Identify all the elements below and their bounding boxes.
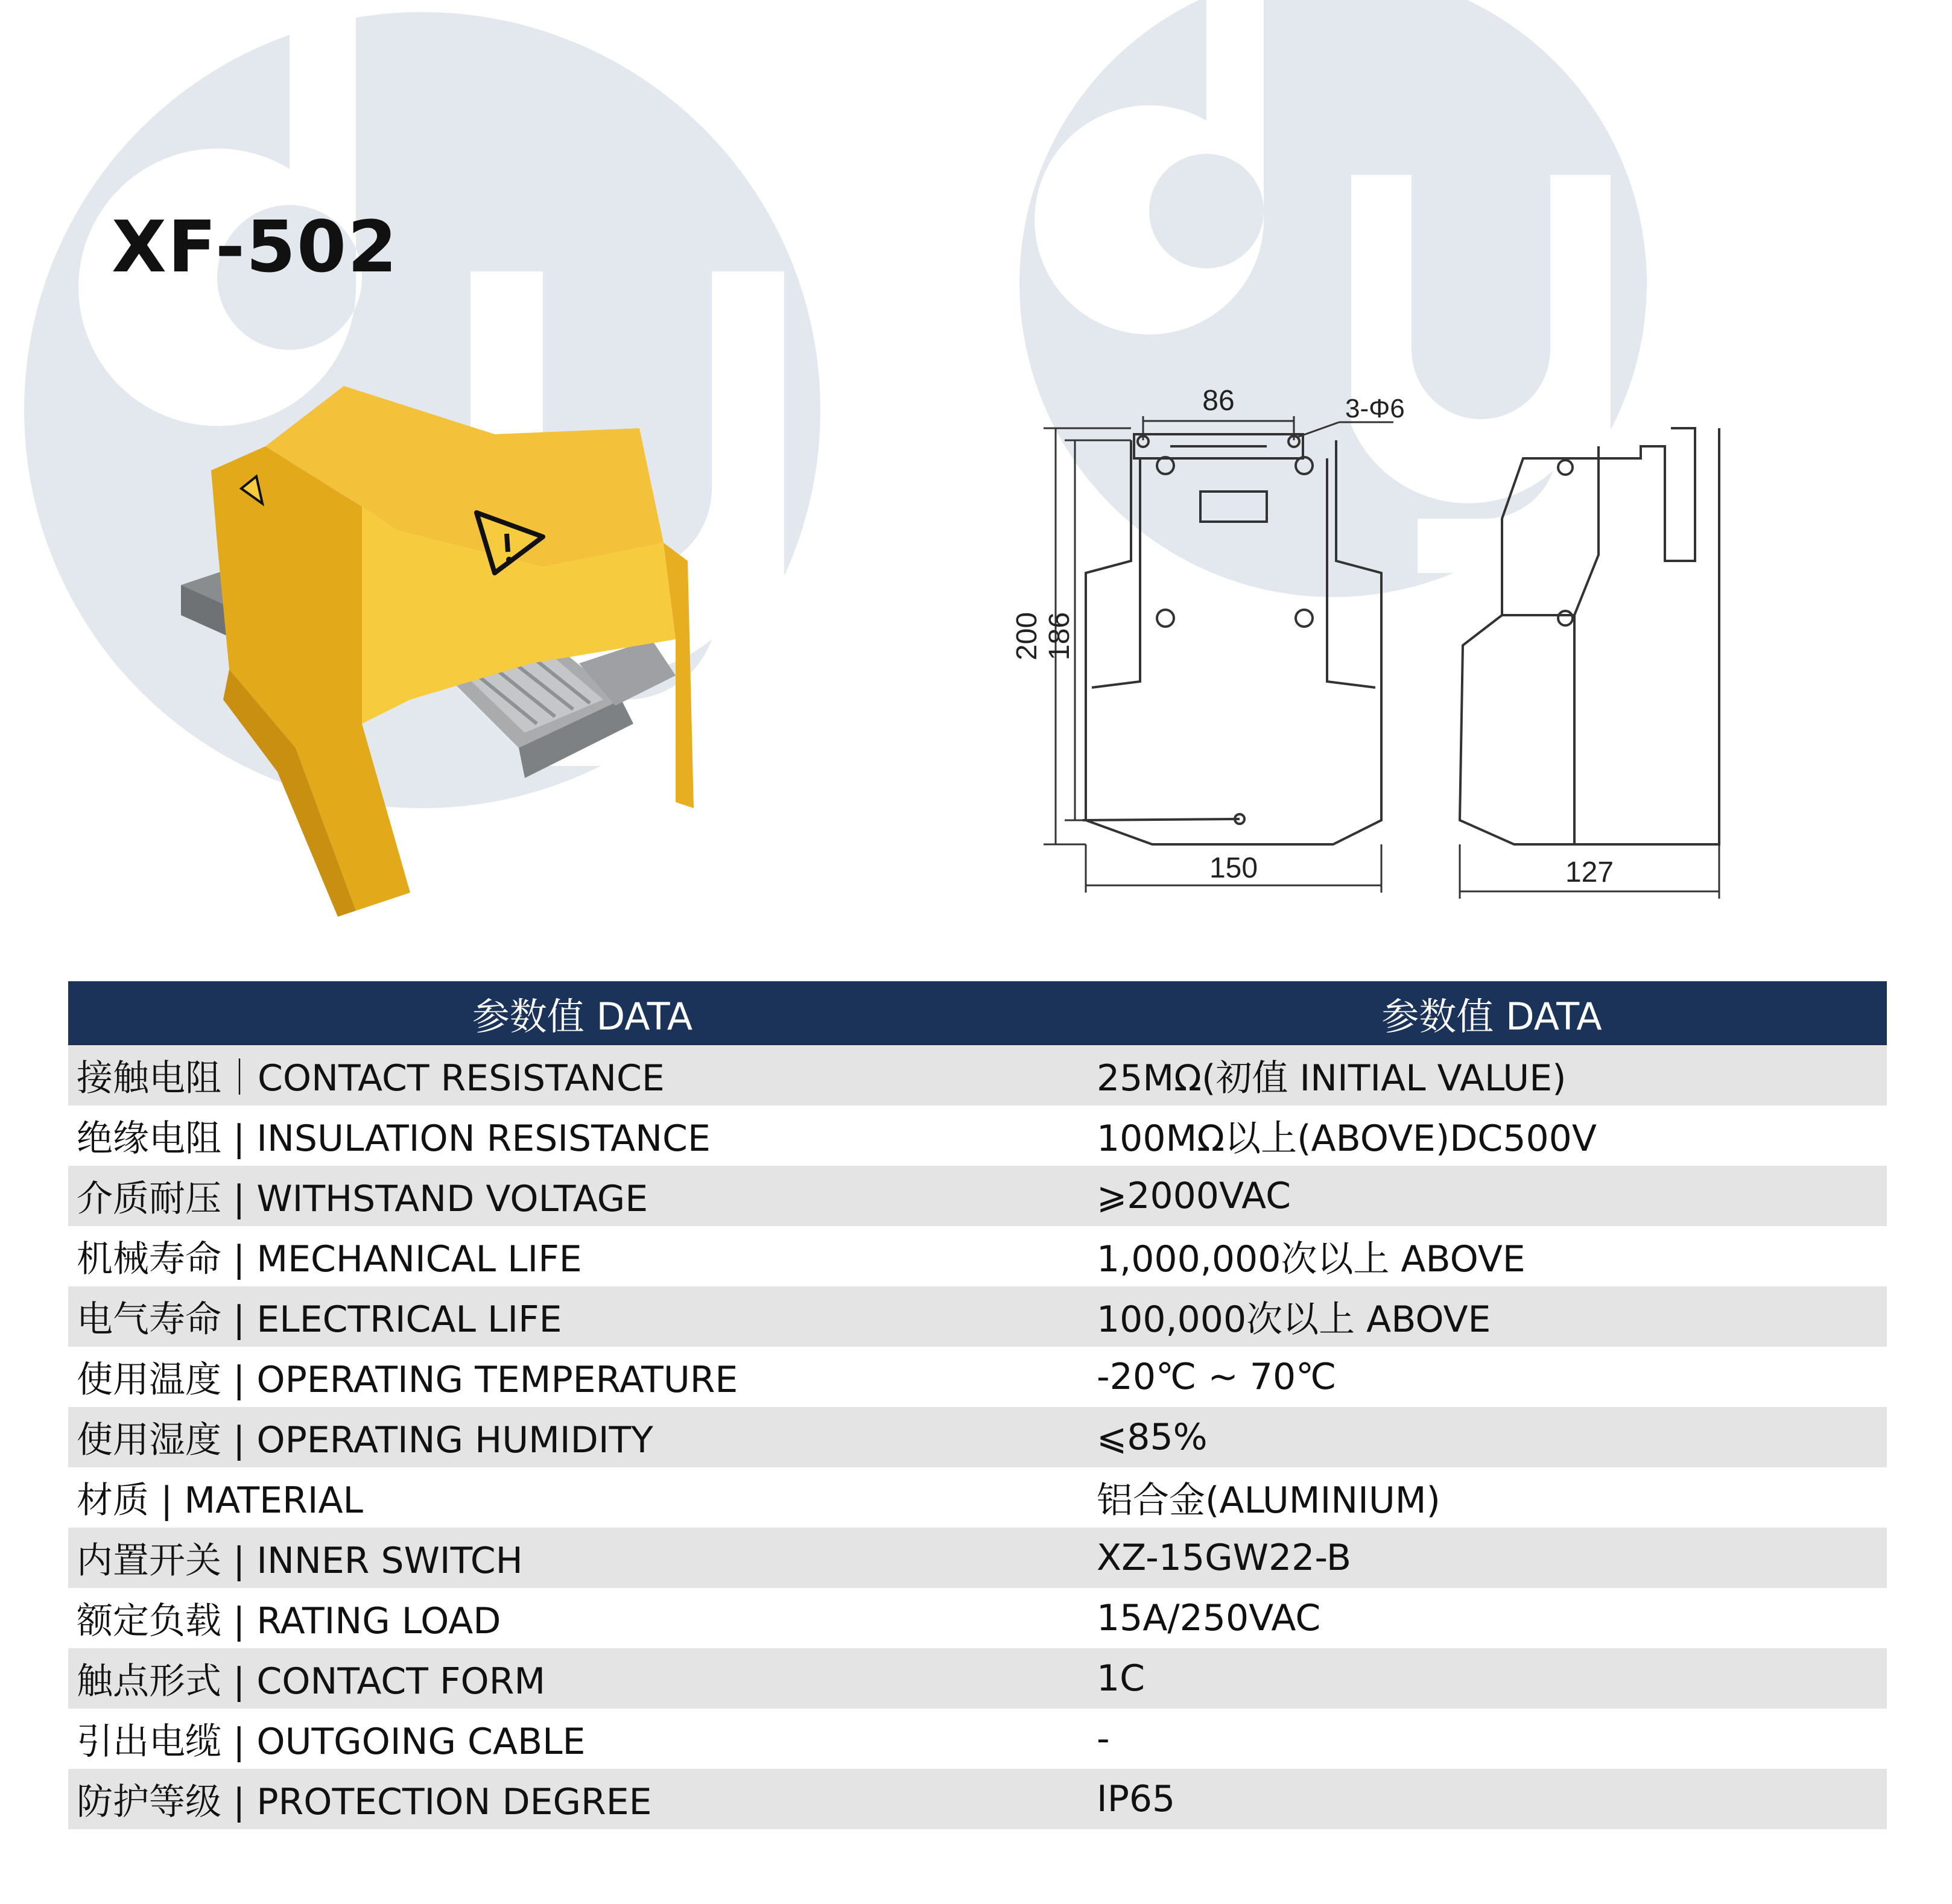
spec-table-header [68,981,1887,1045]
row-label: 防护等级 | PROTECTION DEGREE [68,1769,1097,1829]
row-label: 触点形式 | CONTACT FORM [68,1648,1097,1709]
table-row [68,1347,1887,1407]
dim-height-total: 200 [1011,612,1043,661]
product-model-title: XF-502 [112,205,399,288]
spec-table [68,981,1887,1829]
row-value: - [1097,1709,1887,1769]
header-left: 参数值 DATA [68,981,1097,1045]
front-view [1083,434,1381,844]
table-row [68,1709,1887,1769]
dim-base-width: 150 [1209,852,1258,884]
row-value: 铝合金(ALUMINIUM) [1097,1467,1887,1528]
table-row [68,1648,1887,1709]
dim-height-inner: 186 [1044,612,1076,661]
row-label: 材质 | MATERIAL [68,1467,1097,1528]
row-value: ⩾2000VAC [1097,1166,1887,1226]
row-value: 100MΩ以上(ABOVE)DC500V [1097,1105,1887,1166]
side-view [1460,428,1719,844]
row-value: IP65 [1097,1769,1887,1829]
table-row [68,1528,1887,1588]
row-value: 1,000,000次以上 ABOVE [1097,1226,1887,1286]
table-row [68,1588,1887,1648]
row-label: 机械寿命 | MECHANICAL LIFE [68,1226,1097,1286]
foot-switch-illustration [181,386,694,917]
row-label: 使用温度 | OPERATING TEMPERATURE [68,1347,1097,1407]
table-row [68,1769,1887,1829]
row-label: 内置开关 | INNER SWITCH [68,1528,1097,1588]
dimension-drawing [971,362,1743,917]
row-label: 接触电阻｜CONTACT RESISTANCE [68,1045,1097,1105]
header-right: 参数值 DATA [1097,981,1887,1045]
row-value: -20℃ ~ 70℃ [1097,1347,1887,1407]
table-row [68,1226,1887,1286]
table-row [68,1407,1887,1467]
table-row [68,1105,1887,1166]
spec-table-body [68,1045,1887,1829]
row-value: 100,000次以上 ABOVE [1097,1286,1887,1347]
dim-top-width: 86 [1202,385,1235,417]
row-label: 额定负载 | RATING LOAD [68,1588,1097,1648]
row-value: XZ-15GW22-B [1097,1528,1887,1588]
row-value: 25MΩ(初值 INITIAL VALUE) [1097,1045,1887,1105]
dim-depth: 127 [1565,856,1614,888]
row-label: 介质耐压 | WITHSTAND VOLTAGE [68,1166,1097,1226]
row-value: 15A/250VAC [1097,1588,1887,1648]
table-row [68,1286,1887,1347]
product-photo [157,386,700,917]
row-label: 电气寿命 | ELECTRICAL LIFE [68,1286,1097,1347]
table-row [68,1045,1887,1105]
row-value: ⩽85% [1097,1407,1887,1467]
table-row [68,1467,1887,1528]
row-label: 使用湿度 | OPERATING HUMIDITY [68,1407,1097,1467]
row-label: 绝缘电阻 | INSULATION RESISTANCE [68,1105,1097,1166]
table-row [68,1166,1887,1226]
row-label: 引出电缆 | OUTGOING CABLE [68,1709,1097,1769]
dim-holes: 3-Φ6 [1345,394,1405,423]
row-value: 1C [1097,1648,1887,1709]
